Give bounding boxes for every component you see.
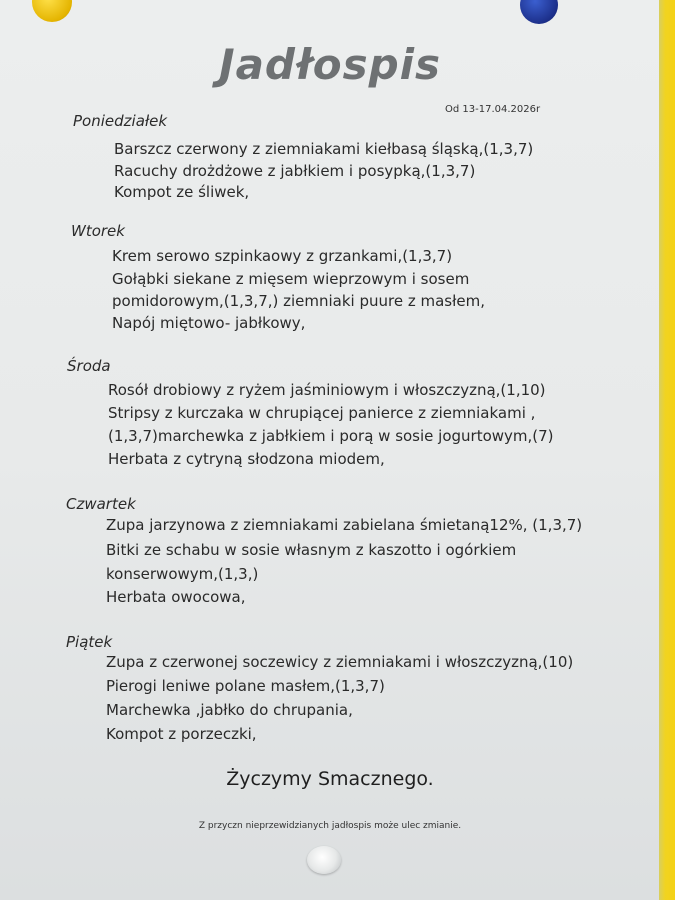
dish-monday-1: Barszcz czerwony z ziemniakami kiełbasą śląską,(1,3,7) — [114, 140, 534, 158]
closing-wish: Życzymy Smacznego. — [226, 768, 434, 790]
dish-wednesday-1: Rosół drobiowy z ryżem jaśminiowym i włoszczyzną,(1,10) — [108, 381, 546, 399]
dish-thursday-3: konserwowym,(1,3,) — [106, 565, 259, 583]
dish-tuesday-1: Krem serowo szpinkaowy z grzankami,(1,3,7) — [112, 247, 453, 265]
dish-friday-3: Marchewka ,jabłko do chrupania, — [106, 701, 353, 719]
day-monday: Poniedziałek — [73, 112, 168, 130]
pin-icon — [307, 846, 341, 874]
footnote: Z przyczn nieprzewidzianych jadłospis może ulec zmianie. — [198, 821, 462, 831]
dish-friday-2: Pierogi leniwe polane masłem,(1,3,7) — [106, 677, 385, 695]
dish-tuesday-3: pomidorowym,(1,3,7,) ziemniaki puure z masłem, — [112, 292, 485, 310]
dish-monday-3: Kompot ze śliwek, — [114, 183, 250, 201]
yellow-board-edge — [659, 0, 675, 900]
dish-thursday-2: Bitki ze schabu w sosie własnym z kaszotto i ogórkiem — [106, 541, 517, 559]
dish-thursday-1: Zupa jarzynowa z ziemniakami zabielana śmietaną12%, (1,3,7) — [106, 516, 583, 534]
date-range: Od 13-17.04.2026r — [445, 104, 541, 115]
dish-tuesday-2: Gołąbki siekane z mięsem wieprzowym i sosem — [112, 270, 470, 288]
dish-thursday-4: Herbata owocowa, — [106, 588, 246, 606]
dish-wednesday-3: (1,3,7)marchewka z jabłkiem i porą w sosie jogurtowym,(7) — [108, 427, 554, 445]
day-thursday: Czwartek — [66, 495, 136, 513]
day-wednesday: Środa — [67, 357, 111, 375]
day-tuesday: Wtorek — [71, 222, 125, 240]
page-title: Jadłospis — [218, 40, 442, 89]
dish-tuesday-4: Napój miętowo- jabłkowy, — [112, 314, 306, 332]
dish-friday-1: Zupa z czerwonej soczewicy z ziemniakami i włoszczyzną,(10) — [106, 653, 574, 671]
dish-wednesday-2: Stripsy z kurczaka w chrupiącej panierce z ziemniakami , — [108, 404, 536, 422]
dish-wednesday-4: Herbata z cytryną słodzona miodem, — [108, 450, 385, 468]
dish-friday-4: Kompot z porzeczki, — [106, 725, 257, 743]
dish-monday-2: Racuchy drożdżowe z jabłkiem i posypką,(1,3,7) — [114, 162, 476, 180]
day-friday: Piątek — [66, 633, 113, 651]
